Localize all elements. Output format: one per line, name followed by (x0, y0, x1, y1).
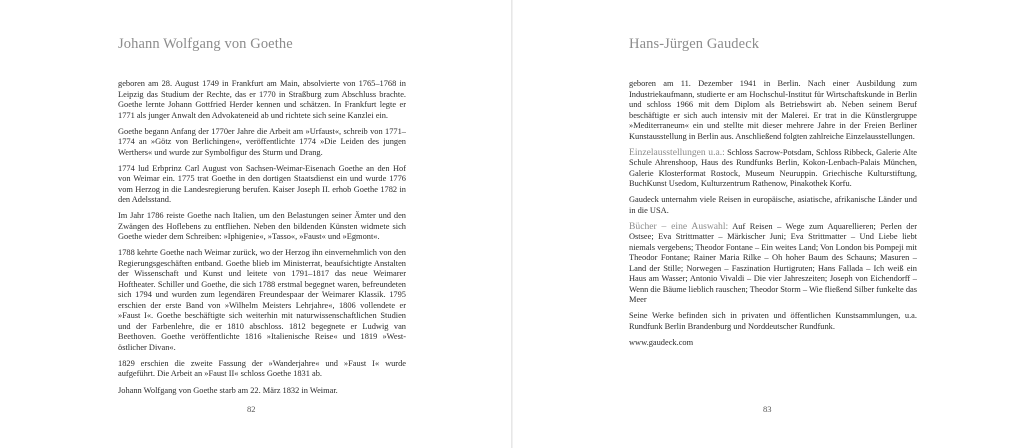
paragraph: 1774 lud Erbprinz Carl August von Sachsen-Weimar-Eisenach Goethe an den Hof von Weimar ein. 1775 trat Goethe in den dortigen Staatsdienst ein und wurde 1776 vom Herzog in die Landesregierung berufen. Kaiser Joseph II. erhob Goethe 1782 in den Adelsstand. (118, 163, 406, 205)
paragraph: 1829 erschien die zweite Fassung der »Wanderjahre« und »Faust I« wurde aufgeführt. Die Arbeit an »Faust II« schloss Goethe 1831 ab. (118, 358, 406, 379)
paragraph: Seine Werke befinden sich in privaten und öffentlichen Kunstsammlungen, u.a. Rundfunk Berlin Brandenburg und Norddeutscher Rundfunk. (629, 311, 917, 331)
gaudeck-biography (629, 79, 917, 354)
left-page (0, 0, 511, 448)
exhibitions-paragraph (629, 148, 917, 190)
paragraph: Goethe begann Anfang der 1770er Jahre die Arbeit am »Urfaust«, schreib von 1771–1774 an »Götz von Berlichingen«, veröffentlichte 1774 »Die Leiden des jungen Werthers« und wurde zur Symbolfigur des Sturm und Drang. (118, 126, 406, 157)
paragraph: 1788 kehrte Goethe nach Weimar zurück, wo der Herzog ihn einvernehmlich von den Regierungsgeschäften entband. Goethe blieb im Ministerrat, beaufsichtigte Anstalten der Wissenschaft und Kunst und leitete von 1791–1817 das neue Weimarer Hoftheater. Schiller und Goethe, die sich 1788 erstmal begegnet waren, befreundeten sich 1794 und wurden zum legendären Freundespaar der Weimarer Klassik. 1795 erschien der erste Band von »Wilhelm Meisters Lehrjahre«, 1806 vollendete er »Faust I«. Goethe beschäftigte sich weiterhin mit naturwissenschaftlichen Studien und der Farbenlehre, die er 1810 abschloss. 1812 begegnete er Ludwig van Beethoven. Goethe veröffentlichte 1816 »Italienische Reise« und 1819 »West-östlicher Divan«. (118, 248, 406, 352)
page-heading: Hans-Jürgen Gaudeck (629, 36, 760, 52)
books-text: Auf Reisen – Wege zum Aquarellieren; Perlen der Ostsee; Eva Strittmatter – Märkischer Juni; Eva Strittmatter – Und Liebe liebt niemals vergebens; Theodor Fontane – Ein weites Land; Von London bis Pompeji mit Theodor Fontane; Rainer Maria Rilke – Oh hoher Baum des Schauns; Masuren – Land der Stille; Norwegen – Faszination Hurtigruten; Hans Fallada – Ich weiß ein Haus am Wasser; Antonio Vivaldi – Die vier Jahreszeiten; Joseph von Eichendorff – Wenn die Bäume lieblich rauschen; Theodor Storm – Wie fließend Silber funkelte das Meer (629, 221, 918, 305)
website-link[interactable]: www.gaudeck.com (629, 337, 694, 347)
paragraph: Im Jahr 1786 reiste Goethe nach Italien, um den Belastungen seiner Ämter und den Zwängen des Hoflebens zu entfliehen. Neben den bildenden Künsten widmete sich Goethe wieder dem Schreiben: »Iphigenie«, »Tasso«, »Faust« und »Egmont«. (118, 211, 406, 242)
right-page (513, 0, 1024, 448)
paragraph: Gaudeck unternahm viele Reisen in europäische, asiatische, afrikanische Länder und in die USA. (629, 195, 917, 215)
page-number: 83 (763, 404, 772, 414)
books-label: Bücher – eine Auswahl: (629, 220, 729, 232)
paragraph: Johann Wolfgang von Goethe starb am 22. März 1832 in Weimar. (118, 385, 338, 395)
exhibitions-label: Einzelausstellungen u.a.: (629, 146, 725, 158)
books-paragraph (629, 222, 917, 306)
paragraph: geboren am 28. August 1749 in Frankfurt am Main, absolvierte von 1765–1768 in Leipzig das Studium der Rechte, das er 1770 in Straßburg zum Abschluss brachte. Goethe lernte Johann Gottfried Herder kennen und schätzen. In Frankfurt legte er 1771 als junger Anwalt den Advokateneid ab und richtete sich seine Kanzlei ein. (118, 79, 406, 120)
exhibitions-text: Schloss Sacrow-Potsdam, Schloss Ribbeck, Galerie Alte Schule Ahrenshoop, Haus des Rundfunks Berlin, Kokon-Lenbach-Palais München, Galerie Klosterformat Rostock, Museum Neuruppin. Griechische Kulturstiftung, BuchKunst Usedom, Kulturzentrum Rathenow, Pinakothek Korfu. (629, 147, 917, 189)
page-heading: Johann Wolfgang von Goethe (118, 36, 293, 52)
goethe-biography (118, 79, 406, 402)
page-number: 82 (247, 404, 256, 414)
paragraph: geboren am 11. Dezember 1941 in Berlin. Nach einer Ausbildung zum Industriekaufmann, studierte er am Hochschul-Institut für Wirtschaftskunde in Berlin und schloss 1966 mit dem Diplom als Betriebswirt ab. Neben seinem Beruf beschäftigte er sich auch intensiv mit der Malerei. Er trat in die Künstlergruppe »Mediterraneum« ein und stellte mit dieser mehrere Jahre in der Freien Berliner Kunstausstellung in Berlin aus. Anschließend folgten zahlreiche Einzelausstellungen. (629, 79, 917, 141)
